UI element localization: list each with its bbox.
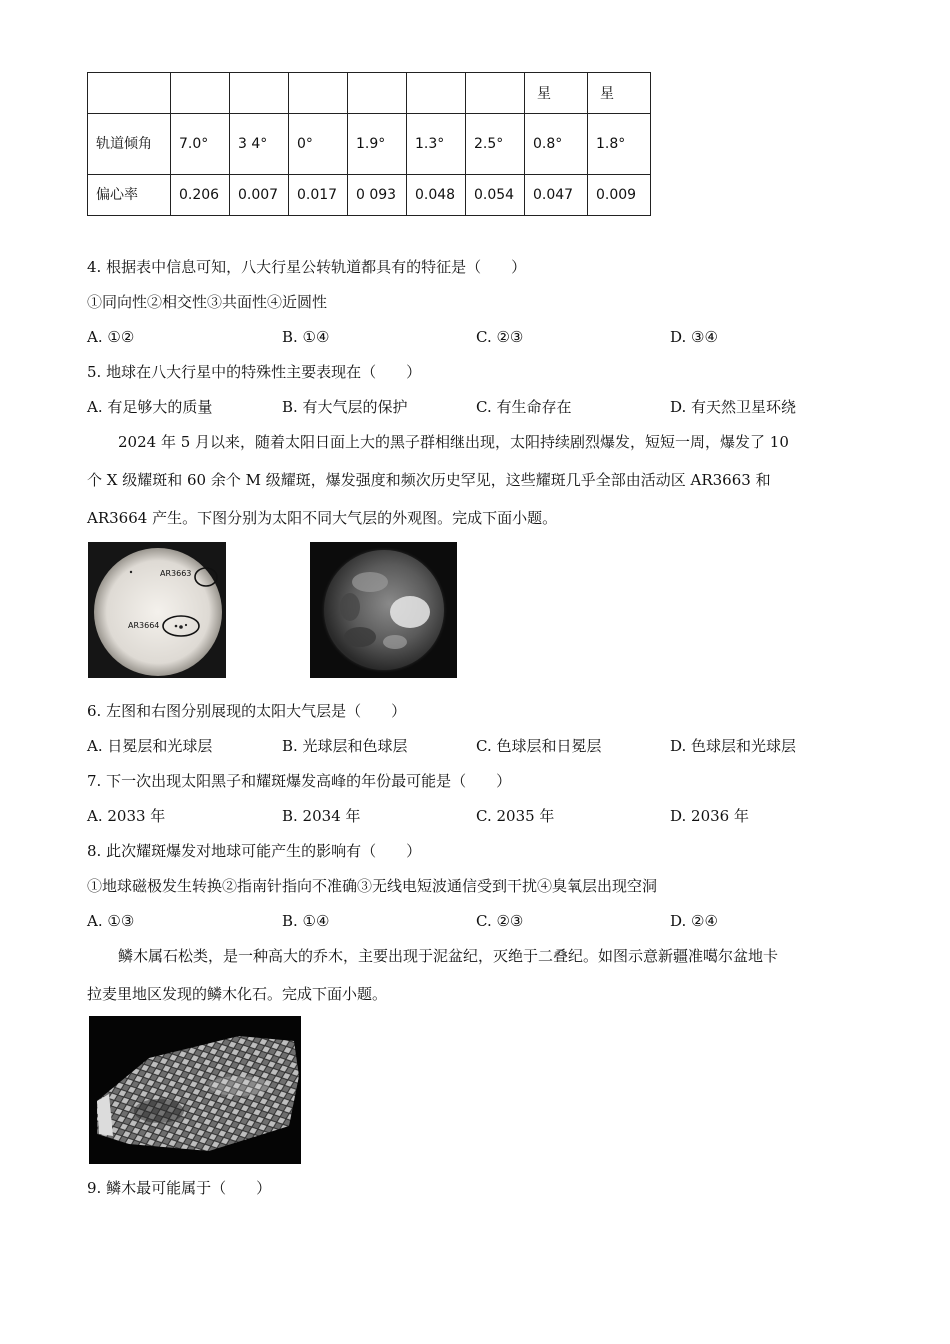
table-row [88,175,651,216]
table-cell: 星 [588,73,651,114]
table-cell: 0.007 [230,175,289,216]
table-cell [88,73,171,114]
q6-options [87,736,867,756]
table-cell [230,73,289,114]
option-a: A. 2033 年 [87,807,166,825]
q9-stem: 9. 鳞木最可能属于（ ） [87,1179,272,1197]
table-cell: 0.8° [525,114,588,175]
sun-photosphere-image [88,542,226,678]
option-a: A. 有足够大的质量 [87,398,213,416]
option-b: B. 光球层和色球层 [282,737,408,755]
q7-stem: 7. 下一次出现太阳黑子和耀斑爆发高峰的年份最可能是（ ） [87,772,512,790]
q8-items: ①地球磁极发生转换②指南针指向不准确③无线电短波通信受到干扰④臭氧层出现空洞 [87,877,658,895]
q8-stem: 8. 此次耀斑爆发对地球可能产生的影响有（ ） [87,842,422,860]
table-cell: 0 093 [348,175,407,216]
sun-chromosphere-image [310,542,457,678]
option-d: D. 2036 年 [670,807,749,825]
row-label: 轨道倾角 [88,114,171,175]
table-cell: 7.0° [171,114,230,175]
table-cell: 2.5° [466,114,525,175]
table-cell: 1.8° [588,114,651,175]
label-ar3664: AR3664 [128,621,160,630]
q5-options [87,397,867,417]
q4-options [87,327,867,347]
q4-stem: 4. 根据表中信息可知，八大行星公转轨道都具有的特征是（ ） [87,258,527,276]
table-cell [289,73,348,114]
q6-stem: 6. 左图和右图分别展现的太阳大气层是（ ） [87,702,407,720]
q8-options [87,911,867,931]
table-row [88,73,651,114]
q5-stem: 5. 地球在八大行星中的特殊性主要表现在（ ） [87,363,422,381]
passage2-line1: 鳞木属石松类，是一种高大的乔木，主要出现于泥盆纪，灭绝于二叠纪。如图示意新疆准噶尔盆地卡 [118,947,779,965]
option-b: B. 2034 年 [282,807,361,825]
table-cell: 1.9° [348,114,407,175]
table-cell [407,73,466,114]
option-a: A. ①③ [87,912,135,930]
table-cell: 0.009 [588,175,651,216]
option-d: D. 色球层和光球层 [670,737,797,755]
table-cell: 0.048 [407,175,466,216]
option-d: D. 有天然卫星环绕 [670,398,797,416]
option-a: A. ①② [87,328,135,346]
table-cell: 1.3° [407,114,466,175]
option-b: B. ①④ [282,912,330,930]
table-cell: 0° [289,114,348,175]
option-c: C. 色球层和日冕层 [476,737,602,755]
table-cell [466,73,525,114]
option-d: D. ③④ [670,328,718,346]
planet-orbit-table [87,72,651,216]
passage1-line1: 2024 年 5 月以来，随着太阳日面上大的黑子群相继出现，太阳持续剧烈爆发，短短一周，爆发了 10 [118,433,789,451]
label-ar3663: AR3663 [160,569,192,578]
option-c: C. ②③ [476,912,524,930]
table-cell: 3 4° [230,114,289,175]
passage1-line2: 个 X 级耀斑和 60 余个 M 级耀斑，爆发强度和频次历史罕见，这些耀斑几乎全部由活动区 AR3663 和 [87,471,771,489]
table-cell: 0.206 [171,175,230,216]
lepidodendron-fossil-image [89,1016,301,1164]
option-a: A. 日冕层和光球层 [87,737,213,755]
option-c: C. 有生命存在 [476,398,572,416]
row-label: 偏心率 [88,175,171,216]
passage1-line3: AR3664 产生。下图分别为太阳不同大气层的外观图。完成下面小题。 [87,509,558,527]
passage2-line2: 拉麦里地区发现的鳞木化石。完成下面小题。 [87,985,388,1003]
table-cell [171,73,230,114]
q4-items: ①同向性②相交性③共面性④近圆性 [87,293,328,311]
table-cell: 星 [525,73,588,114]
q7-options [87,806,867,826]
option-d: D. ②④ [670,912,718,930]
table-cell: 0.017 [289,175,348,216]
table-cell: 0.047 [525,175,588,216]
option-b: B. ①④ [282,328,330,346]
table-row [88,114,651,175]
option-c: C. ②③ [476,328,524,346]
table-cell: 0.054 [466,175,525,216]
table-cell [348,73,407,114]
option-b: B. 有大气层的保护 [282,398,408,416]
option-c: C. 2035 年 [476,807,555,825]
